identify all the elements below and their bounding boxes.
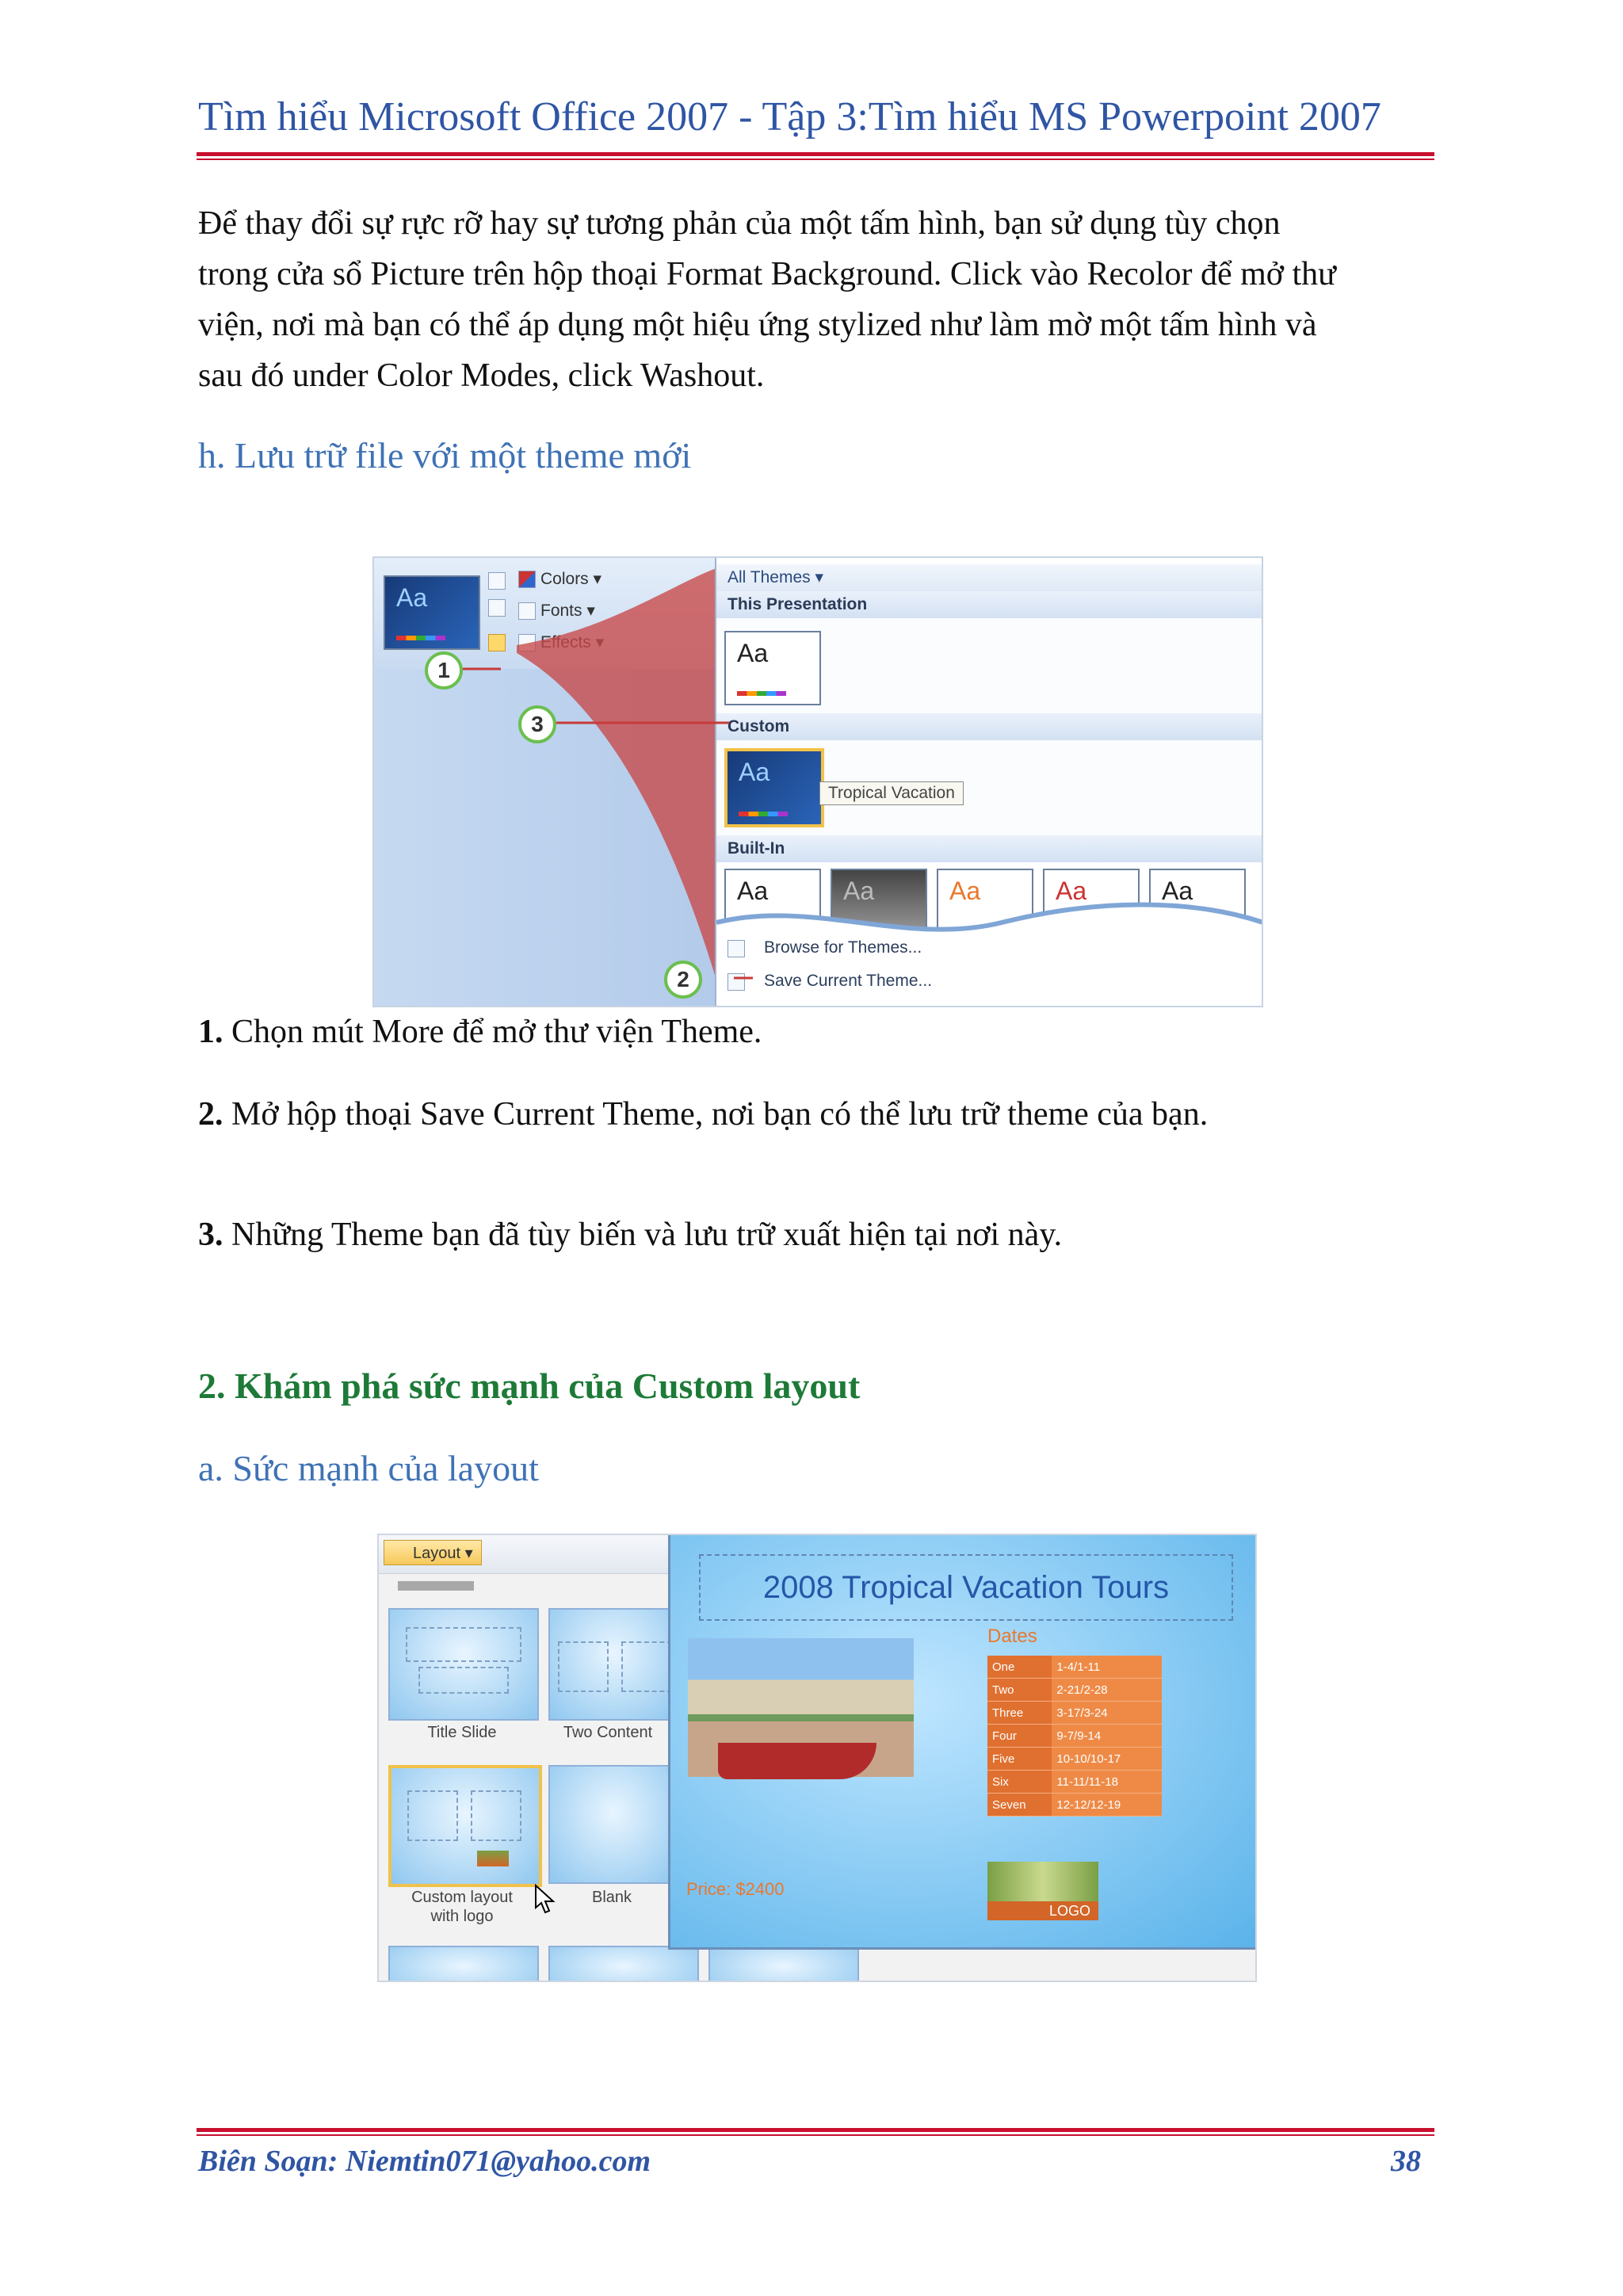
step-2-number: 2.	[198, 1096, 223, 1133]
thumb-aa-text: Aa	[737, 639, 769, 667]
date-value: 3-17/3-24	[1052, 1702, 1162, 1725]
gallery-header-bar	[398, 1581, 474, 1591]
section-2a-heading: a. Sức mạnh của layout	[198, 1448, 539, 1488]
callout-2: 2	[664, 961, 702, 999]
layout-gallery-screenshot	[377, 1534, 1257, 1982]
custom-layout-label-2: with logo	[430, 1908, 494, 1925]
custom-header: Custom	[716, 713, 1263, 740]
footer-rule-thin	[197, 2134, 1434, 2136]
callout-1: 1	[425, 651, 463, 690]
title-placeholder	[406, 1627, 521, 1662]
date-key: Three	[987, 1702, 1052, 1725]
intro-line-1: Để thay đổi sự rực rỡ hay sự tương phản của một tấm hình, bạn sử dụng tùy chọn	[198, 205, 1281, 242]
step-2-text: Mở hộp thoại Save Current Theme, nơi bạn có thể lưu trữ theme của bạn.	[223, 1096, 1209, 1133]
thumb-aa-text: Aa	[1056, 877, 1087, 905]
table-row	[987, 1702, 1162, 1725]
thumb-aa-text: Aa	[396, 583, 428, 612]
fonts-menu[interactable]: Fonts ▾	[540, 602, 595, 620]
table-row	[987, 1656, 1162, 1679]
content-placeholder-right	[471, 1790, 521, 1841]
layout-thumbnail-row3-2[interactable]	[548, 1946, 699, 1982]
dates-label: Dates	[987, 1626, 1037, 1647]
price-label: Price: $2400	[686, 1879, 785, 1899]
footer-author: Biên Soạn: Niemtin071@yahoo.com	[198, 2145, 651, 2178]
date-value: 10-10/10-17	[1052, 1748, 1162, 1771]
callout-3: 3	[518, 705, 556, 743]
date-key: Five	[987, 1748, 1052, 1771]
content-placeholder-right	[621, 1641, 672, 1692]
date-value: 11-11/11-18	[1052, 1771, 1162, 1794]
section-h-heading: h. Lưu trữ file với một theme mới	[198, 435, 692, 476]
logo-label: LOGO	[987, 1901, 1098, 1920]
step-3-number: 3.	[198, 1217, 223, 1253]
table-row	[987, 1794, 1162, 1817]
date-key: Four	[987, 1725, 1052, 1748]
table-row	[987, 1679, 1162, 1702]
date-key: One	[987, 1656, 1052, 1679]
custom-layout-thumbnail[interactable]	[388, 1765, 542, 1887]
footer-rule	[197, 2128, 1434, 2132]
blank-thumbnail[interactable]	[548, 1765, 678, 1884]
title-slide-thumbnail[interactable]	[388, 1608, 539, 1721]
step-3	[198, 1216, 1062, 1254]
step-2	[198, 1095, 1208, 1133]
logo-image	[987, 1862, 1098, 1901]
date-key: Two	[987, 1679, 1052, 1702]
layout-thumbnail-row3-3[interactable]	[708, 1946, 859, 1982]
page-header-title: Tìm hiểu Microsoft Office 2007 - Tập 3:Tìm hiểu MS Powerpoint 2007	[198, 94, 1381, 139]
this-presentation-header: This Presentation	[716, 591, 1263, 618]
dates-table	[987, 1656, 1162, 1817]
step-1-number: 1.	[198, 1014, 223, 1050]
thumb-aa-text: Aa	[737, 877, 769, 905]
table-row	[987, 1771, 1162, 1794]
colors-menu[interactable]: Colors ▾	[540, 570, 602, 588]
content-placeholder-left	[558, 1641, 609, 1692]
slide-title: 2008 Tropical Vacation Tours	[699, 1554, 1233, 1621]
page-number: 38	[1391, 2145, 1421, 2178]
intro-line-3: viện, nơi mà bạn có thể áp dụng một hiệu ứng stylized như làm mờ một tấm hình và	[198, 307, 1317, 343]
thumb-aa-text: Aa	[739, 758, 770, 786]
theme-tooltip: Tropical Vacation	[819, 781, 964, 805]
all-themes-dropdown[interactable]: All Themes ▾	[716, 564, 1263, 591]
section-2-heading: 2. Khám phá sức mạnh của Custom layout	[198, 1366, 861, 1406]
intro-line-2: trong cửa sổ Picture trên hộp thoại Format Background. Click vào Recolor để mở thư	[198, 256, 1336, 292]
layout-thumbnail-row3-1[interactable]	[388, 1946, 539, 1982]
date-value: 1-4/1-11	[1052, 1656, 1162, 1679]
title-slide-label: Title Slide	[427, 1724, 497, 1741]
theme-gallery-screenshot	[372, 556, 1263, 1007]
layout-button[interactable]: Layout ▾	[384, 1540, 482, 1565]
date-value: 12-12/12-19	[1052, 1794, 1162, 1817]
date-key: Six	[987, 1771, 1052, 1794]
table-row	[987, 1748, 1162, 1771]
step-1	[198, 1013, 762, 1051]
date-value: 2-21/2-28	[1052, 1679, 1162, 1702]
date-key: Seven	[987, 1794, 1052, 1817]
thumb-aa-text: Aa	[949, 877, 981, 905]
logo-placeholder	[477, 1851, 509, 1866]
step-3-text: Những Theme bạn đã tùy biến và lưu trữ xuất hiện tại nơi này.	[223, 1217, 1063, 1253]
intro-line-4: sau đó under Color Modes, click Washout.	[198, 357, 765, 394]
content-placeholder-left	[407, 1790, 458, 1841]
thumb-aa-text: Aa	[1162, 877, 1193, 905]
step-1-text: Chọn mút More để mở thư viện Theme.	[223, 1014, 762, 1050]
mouse-cursor-icon	[534, 1884, 558, 1916]
header-rule-thin	[197, 159, 1434, 160]
browse-for-themes-item[interactable]: Browse for Themes...	[764, 938, 922, 957]
blank-label: Blank	[591, 1889, 632, 1906]
save-current-theme-item[interactable]: Save Current Theme...	[764, 972, 933, 990]
built-in-header: Built-In	[716, 835, 1263, 862]
two-content-label: Two Content	[563, 1724, 653, 1741]
thumb-aa-text: Aa	[843, 877, 875, 905]
callout-connectors	[374, 558, 1262, 1006]
custom-layout-label: Custom layout	[411, 1889, 513, 1906]
boat-graphic	[718, 1743, 876, 1779]
slide-preview	[668, 1535, 1257, 1950]
date-value: 9-7/9-14	[1052, 1725, 1162, 1748]
subtitle-placeholder	[418, 1667, 509, 1694]
header-rule	[197, 152, 1434, 156]
two-content-thumbnail[interactable]	[548, 1608, 678, 1721]
table-row	[987, 1725, 1162, 1748]
